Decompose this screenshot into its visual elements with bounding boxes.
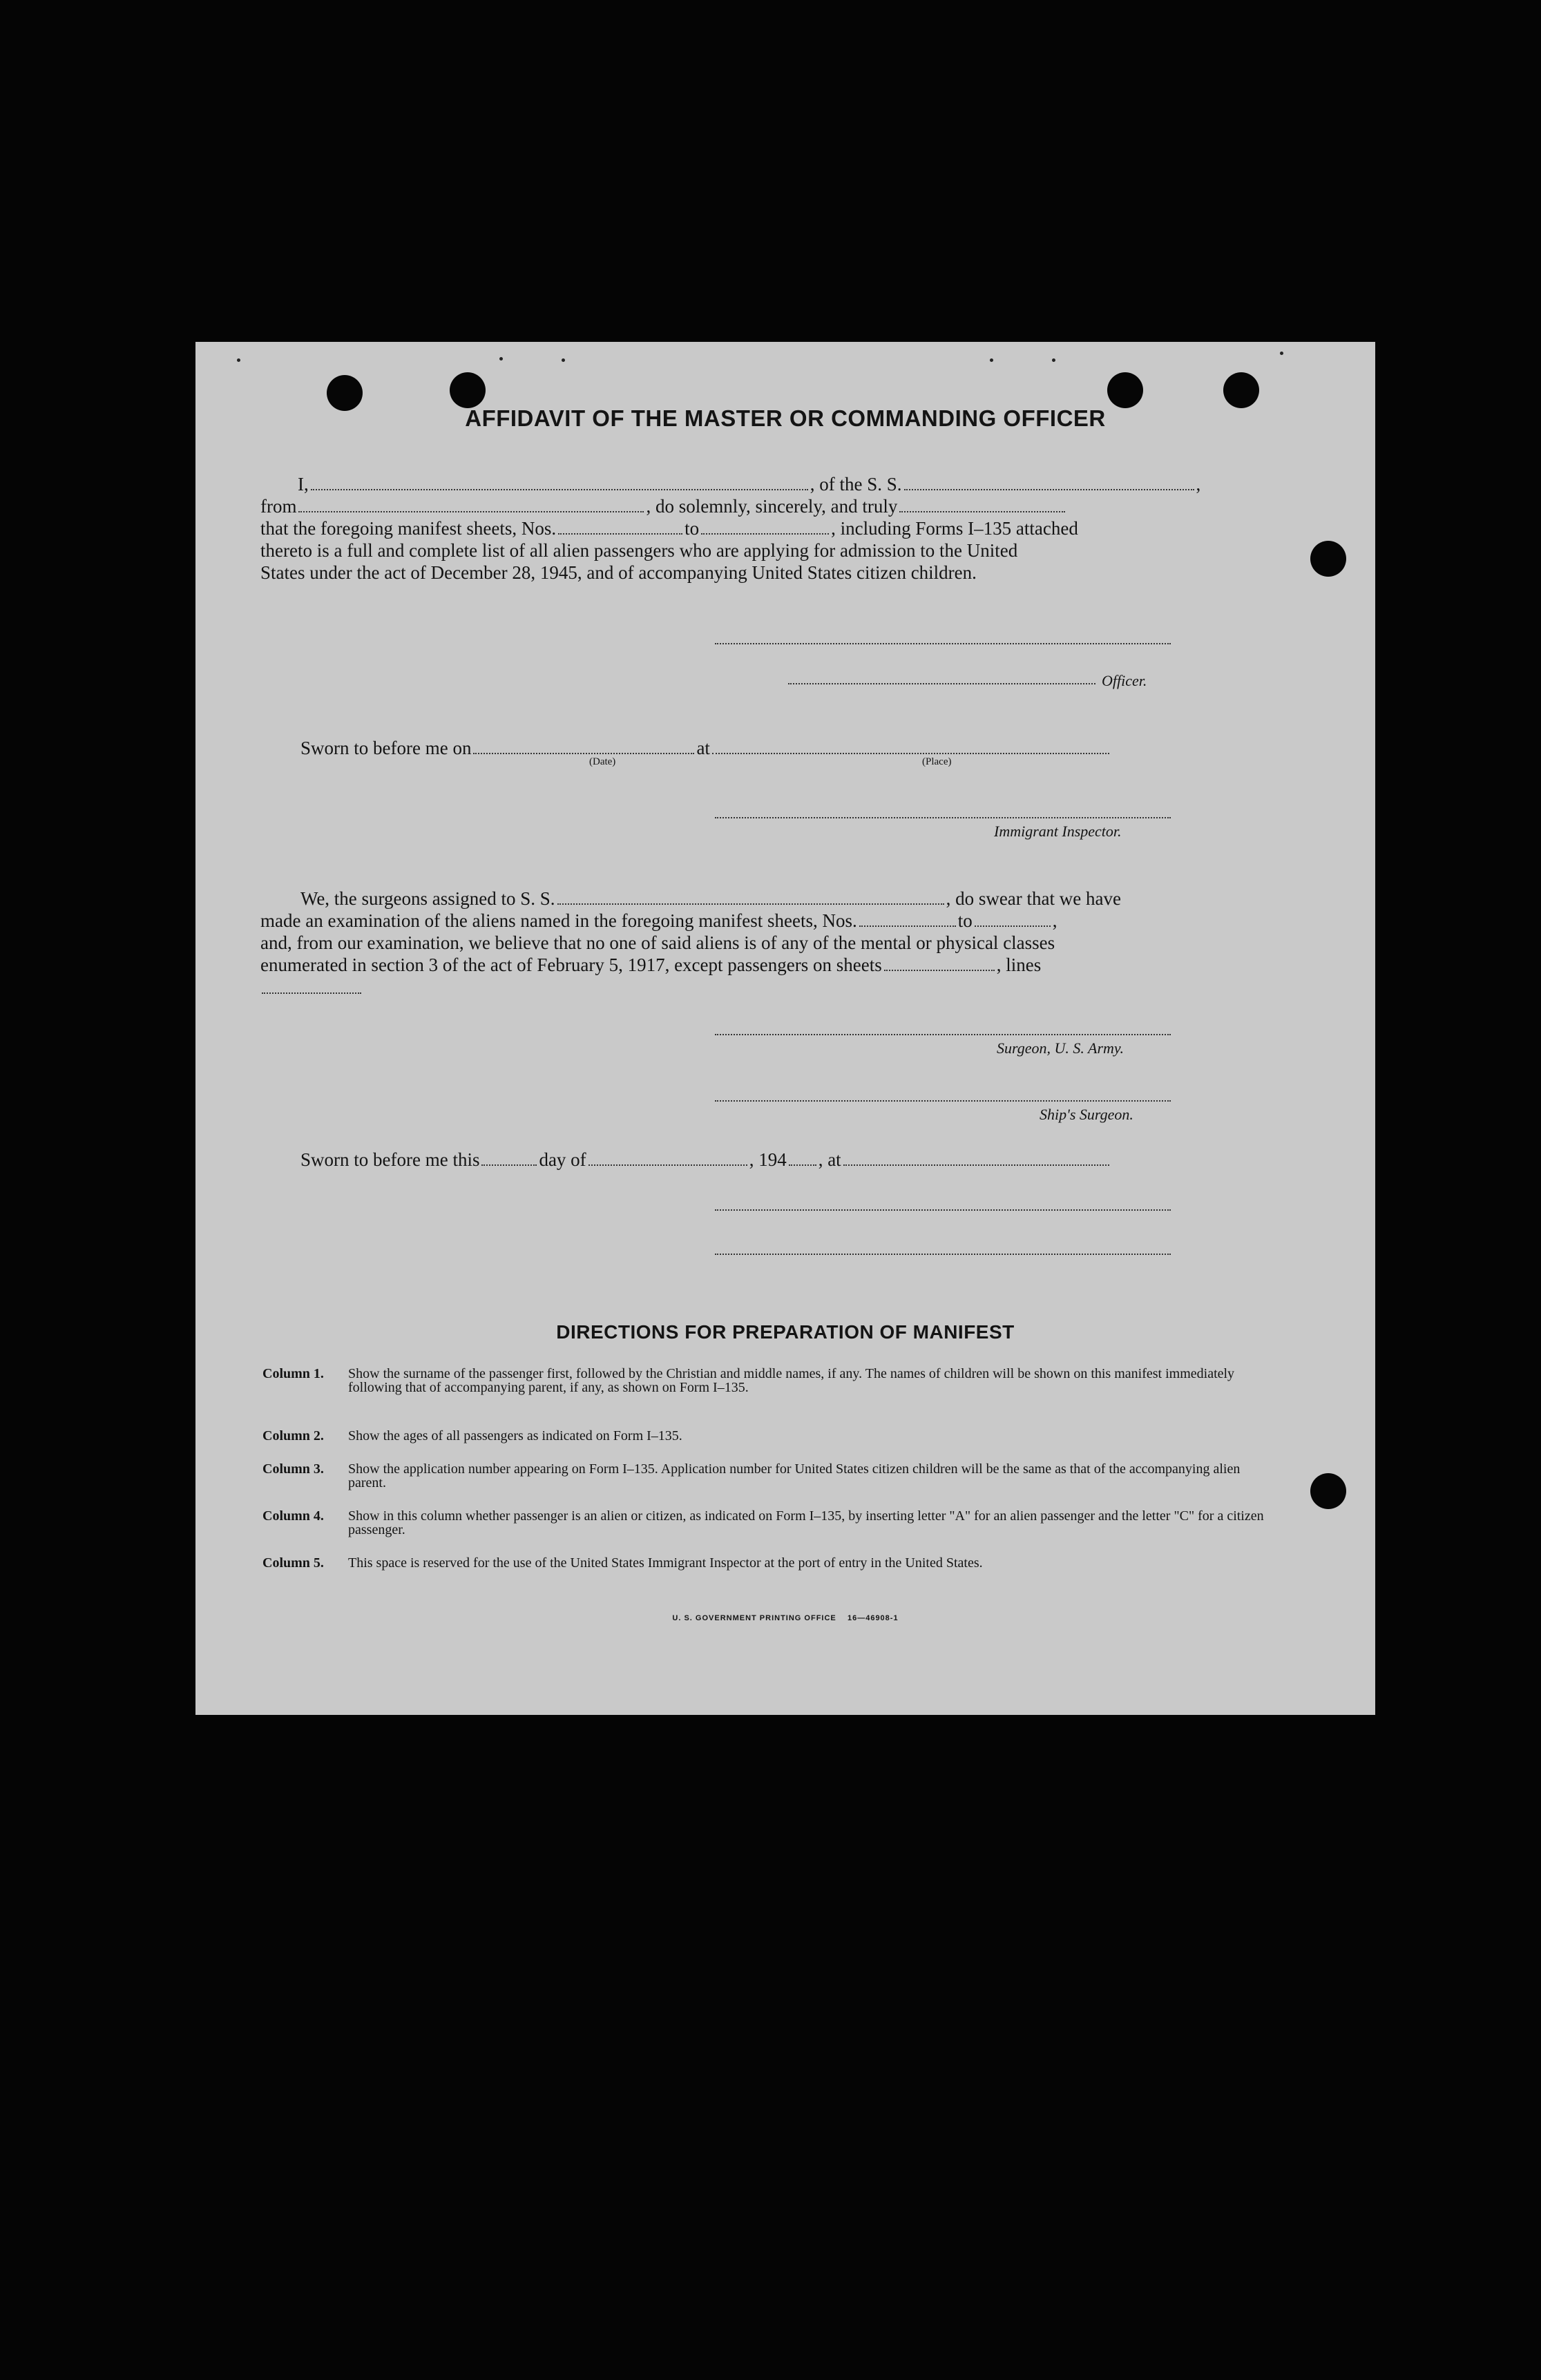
affidavit-line-2 — [260, 495, 1067, 517]
date-caption: (Date) — [589, 756, 616, 767]
officer-caption: Officer. — [1102, 672, 1147, 689]
surgeons-text: , lines — [996, 954, 1042, 975]
direction-label: Column 1. — [262, 1366, 324, 1381]
affidavit-text: , including Forms I–135 attached — [831, 518, 1078, 539]
surgeons-text: enumerated in section 3 of the act of February 5, 1917, except passengers on sheets — [260, 954, 882, 975]
ships-surgeon-signature-line[interactable] — [715, 1100, 1171, 1102]
surgeons-line-4 — [260, 954, 1041, 976]
master-name-field[interactable] — [311, 486, 808, 490]
excepted-sheets-field[interactable] — [884, 967, 995, 971]
sworn-day-text: Sworn to before me this — [300, 1149, 480, 1170]
paper-speck — [1280, 352, 1283, 355]
direction-text: This space is reserved for the use of the United States Immigrant Inspector at the port of entry in the United States. — [348, 1555, 983, 1571]
direction-text: Show the application number appearing on Form I–135. Application number for United States citizen children will be the same as that of the accompanying alien parent. — [348, 1461, 1241, 1490]
excepted-lines-field[interactable] — [262, 992, 361, 994]
paper-speck — [1052, 358, 1055, 362]
paper-speck — [562, 358, 565, 362]
sworn-day-text: , 194 — [749, 1149, 787, 1170]
surgeons-text: , do swear that we have — [946, 888, 1121, 909]
surgeons-text: , — [1052, 910, 1057, 931]
sworn-year-field[interactable] — [789, 1162, 816, 1166]
surgeons-line-2 — [260, 910, 1057, 932]
punch-hole — [450, 372, 486, 408]
surgeons-line-3: and, from our examination, we believe that no one of said aliens is of any of the mental or physical classes — [260, 932, 1055, 953]
inspector-caption: Immigrant Inspector. — [994, 823, 1122, 840]
direction-text: Show the surname of the passenger first, followed by the Christian and middle names, if any. The names of children will be shown on this manifest immediately following that of accompanying parent, if any, as shown on Form I–135. — [348, 1366, 1235, 1395]
affidavit-line-5: States under the act of December 28, 1945, and of accompanying United States citizen children. — [260, 562, 977, 583]
surgeons-sheet-from-field[interactable] — [859, 923, 956, 927]
inspector-title-line-2[interactable] — [715, 1254, 1171, 1255]
inspector-signature-line[interactable] — [715, 817, 1171, 818]
army-surgeon-caption: Surgeon, U. S. Army. — [997, 1039, 1124, 1057]
punch-hole — [1107, 372, 1143, 408]
port-from-field[interactable] — [298, 508, 644, 512]
inspector-signature-line-2[interactable] — [715, 1209, 1171, 1211]
paper-speck — [499, 357, 503, 361]
form-sheet — [195, 342, 1375, 1715]
sworn-day-text: , at — [818, 1149, 841, 1170]
ships-surgeon-caption: Ship's Surgeon. — [1040, 1106, 1133, 1123]
surgeons-ship-field[interactable] — [557, 901, 944, 905]
surgeons-text: made an examination of the aliens named in the foregoing manifest sheets, Nos. — [260, 910, 857, 931]
directions-title: DIRECTIONS FOR PREPARATION OF MANIFEST — [556, 1321, 1015, 1343]
sworn-month-field[interactable] — [588, 1162, 747, 1166]
sheet-to-field[interactable] — [701, 530, 829, 535]
affidavit-text: that the foregoing manifest sheets, Nos. — [260, 518, 557, 539]
surgeons-text: to — [957, 910, 973, 931]
sworn-at-field[interactable] — [843, 1162, 1109, 1166]
surgeons-line-1 — [300, 887, 1121, 910]
sworn-day-text: day of — [539, 1149, 586, 1170]
affidavit-verb-field[interactable] — [899, 508, 1065, 512]
punch-hole — [1310, 541, 1346, 577]
printing-office-footer: U. S. GOVERNMENT PRINTING OFFICE 16—46908-1 — [672, 1614, 899, 1622]
sworn-text: Sworn to before me on — [300, 738, 472, 758]
punch-hole — [1310, 1473, 1346, 1509]
affidavit-text: , of the S. S. — [810, 474, 902, 495]
ship-name-field[interactable] — [904, 486, 1194, 490]
paper-speck — [237, 358, 240, 362]
place-caption: (Place) — [922, 756, 952, 767]
affidavit-line-3 — [260, 517, 1078, 539]
sworn-day-field[interactable] — [481, 1162, 537, 1166]
sworn-place-field[interactable] — [712, 750, 1109, 754]
affidavit-text: I, — [298, 474, 309, 495]
direction-label: Column 5. — [262, 1555, 324, 1571]
affidavit-line-4: thereto is a full and complete list of all alien passengers who are applying for admission to the United — [260, 540, 1018, 561]
affidavit-line-1 — [298, 473, 1200, 495]
sheet-from-field[interactable] — [558, 530, 682, 535]
direction-label: Column 3. — [262, 1461, 324, 1477]
officer-signature-line[interactable] — [715, 643, 1171, 644]
direction-text: Show in this column whether passenger is an alien or citizen, as indicated on Form I–135, by inserting letter "A" for an alien passenger and the letter "C" for a citizen passenger. — [348, 1508, 1264, 1537]
officer-title-line[interactable] — [788, 683, 1095, 684]
paper-speck — [990, 358, 993, 362]
affidavit-text: , — [1196, 474, 1201, 495]
direction-label: Column 2. — [262, 1428, 324, 1443]
sworn-text: at — [696, 738, 710, 758]
sworn-date-field[interactable] — [473, 750, 694, 754]
direction-text: Show the ages of all passengers as indicated on Form I–135. — [348, 1428, 682, 1443]
punch-hole — [1223, 372, 1259, 408]
affidavit-text: , do solemnly, sincerely, and truly — [646, 496, 898, 517]
affidavit-text: to — [685, 518, 700, 539]
army-surgeon-signature-line[interactable] — [715, 1034, 1171, 1035]
sworn-date-place-line — [300, 737, 1111, 759]
affidavit-title: AFFIDAVIT OF THE MASTER OR COMMANDING OFFICER — [465, 405, 1106, 431]
direction-label: Column 4. — [262, 1508, 324, 1524]
sworn-day-line — [300, 1149, 1111, 1171]
surgeons-sheet-to-field[interactable] — [975, 923, 1051, 927]
surgeons-text: We, the surgeons assigned to S. S. — [300, 888, 555, 909]
affidavit-text: from — [260, 496, 297, 517]
